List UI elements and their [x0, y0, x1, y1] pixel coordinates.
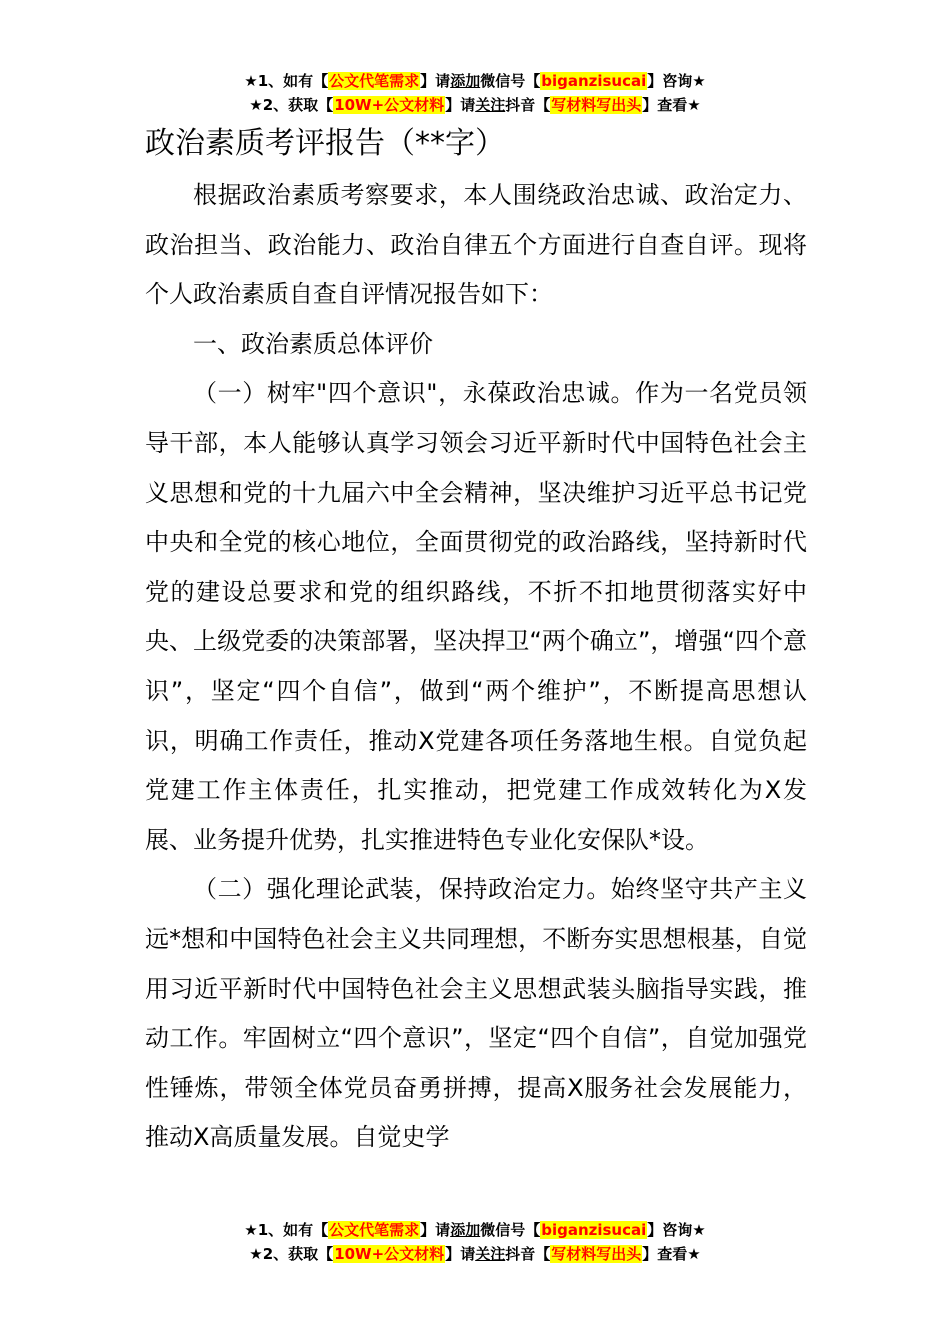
promo-highlight: 公文代笔需求	[329, 1221, 420, 1239]
promo-text: ★1、如有【	[244, 1221, 329, 1239]
promo-line-1	[0, 69, 950, 93]
body-paragraph: （二）强化理论武装，保持政治定力。始终坚守共产主义远*想和中国特色社会主义共同理想，不断夯实思想根基，自觉用习近平新时代中国特色社会主义思想武装头脑指导实践，推动工作。牢固树立“四个意识”，坚定“四个自信”，自觉加强党性锤炼，带领全体党员奋勇拼搏，提高X服务社会发展能力，推动X高质量发展。自觉史学	[145, 875, 807, 1152]
promo-text: 】请	[445, 96, 476, 114]
promo-highlight: 10W+公文材料	[334, 96, 445, 114]
wechat-id-highlight: biganzisucai	[541, 1221, 647, 1239]
promo-underlined-text: 添加	[450, 72, 481, 90]
promo-text: ★2、获取【	[249, 1245, 334, 1263]
promo-text: 】咨询★	[647, 1221, 706, 1239]
footer-promo-banner	[0, 1218, 950, 1266]
promo-text: 】咨询★	[647, 72, 706, 90]
intro-paragraph: 根据政治素质考察要求，本人围绕政治忠诚、政治定力、政治担当、政治能力、政治自律五个方面进行自查自评。现将个人政治素质自查自评情况报告如下：	[145, 181, 807, 309]
promo-underlined-text: 添加	[450, 1221, 481, 1239]
section-heading: 一、政治素质总体评价	[193, 329, 433, 358]
promo-text: 抖音【	[505, 96, 551, 114]
promo-text: 】请	[420, 72, 451, 90]
wechat-id-highlight: biganzisucai	[541, 72, 647, 90]
douyin-account-highlight: 写材料写出头	[551, 1245, 642, 1263]
douyin-account-highlight: 写材料写出头	[551, 96, 642, 114]
promo-text: 抖音【	[505, 1245, 551, 1263]
promo-line-2	[0, 1242, 950, 1266]
promo-text: 微信号【	[480, 1221, 541, 1239]
promo-text: 】请	[445, 1245, 476, 1263]
promo-line-2	[0, 93, 950, 117]
promo-text: 】查看★	[642, 1245, 701, 1263]
promo-text: ★1、如有【	[244, 72, 329, 90]
promo-text: 微信号【	[480, 72, 541, 90]
promo-line-1	[0, 1218, 950, 1242]
promo-highlight: 10W+公文材料	[334, 1245, 445, 1263]
body-paragraph: （一）树牢"四个意识"，永葆政治忠诚。作为一名党员领导干部，本人能够认真学习领会习近平新时代中国特色社会主义思想和党的十九届六中全会精神，坚决维护习近平总书记党中央和全党的核心地位，全面贯彻党的政治路线，坚持新时代党的建设总要求和党的组织路线，不折不扣地贯彻落实好中央、上级党委的决策部署，坚决捍卫“两个确立”，增强“四个意识”，坚定“四个自信”，做到“两个维护”，不断提高思想认识，明确工作责任，推动X党建各项任务落地生根。自觉负起党建工作主体责任，扎实推动，把党建工作成效转化为X发展、业务提升优势，扎实推进特色专业化安保队*设。	[145, 379, 807, 854]
promo-underlined-text: 关注	[475, 1245, 506, 1263]
promo-text: ★2、获取【	[249, 96, 334, 114]
promo-underlined-text: 关注	[475, 96, 506, 114]
promo-text: 】请	[420, 1221, 451, 1239]
document-title: 政治素质考评报告（**字）	[145, 126, 505, 161]
promo-text: 】查看★	[642, 96, 701, 114]
header-promo-banner	[0, 69, 950, 117]
document-body	[145, 171, 807, 1163]
promo-highlight: 公文代笔需求	[329, 72, 420, 90]
